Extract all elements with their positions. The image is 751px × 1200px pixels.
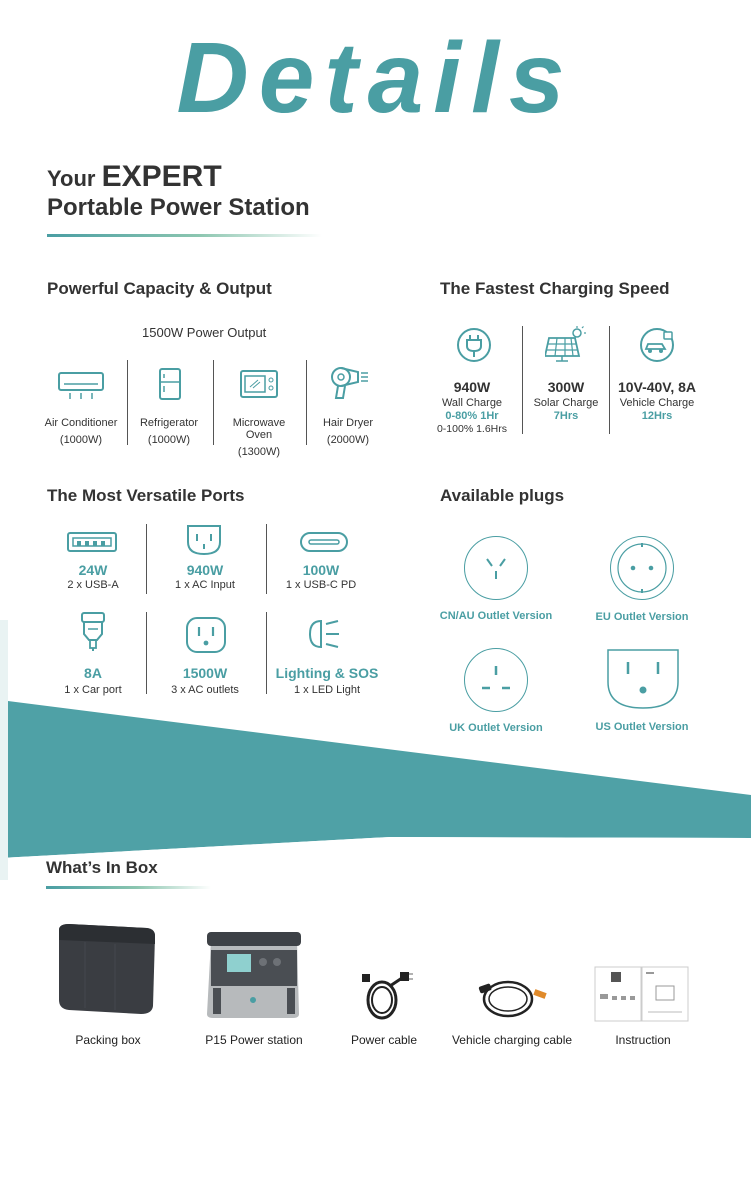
divider: [306, 360, 307, 445]
subtitle-emphasis: EXPERT: [101, 160, 222, 193]
port-item: [274, 562, 368, 591]
subtitle-line1: [47, 160, 222, 194]
charge-value: 940W: [453, 379, 491, 395]
appliance-watt: (1000W): [59, 434, 103, 446]
box-item-label: P15 Power station: [205, 1033, 303, 1047]
output-label: 1500W Power Output: [142, 325, 267, 340]
box-item-label: Instruction: [615, 1033, 671, 1047]
port-label: 1 x LED Light: [293, 684, 361, 696]
port-label: 1 x AC Input: [175, 579, 235, 591]
usb-c-icon: [300, 532, 348, 552]
plug-label: US Outlet Version: [595, 721, 689, 733]
plug-icon: [456, 327, 492, 363]
capacity-item: [41, 417, 121, 446]
subtitle-prefix: Your: [47, 166, 96, 191]
port-item: [270, 665, 384, 696]
cn-au-plug-icon: [464, 536, 528, 600]
divider: [146, 612, 147, 694]
uk-plug-icon: [464, 648, 528, 712]
microwave-icon: [240, 370, 278, 400]
capacity-item: [219, 417, 299, 458]
capacity-heading: Powerful Capacity & Output: [47, 279, 272, 298]
power-station-image: [203, 930, 305, 1020]
charge-item: [430, 379, 514, 435]
port-item: [47, 665, 139, 696]
car-port-icon: [80, 612, 106, 652]
capacity-item: [129, 417, 209, 446]
port-value: 8A: [84, 665, 102, 681]
capacity-item: [308, 417, 388, 446]
ports-heading: The Most Versatile Ports: [47, 486, 245, 505]
charging-heading: The Fastest Charging Speed: [440, 279, 670, 298]
port-label: 2 x USB-A: [67, 579, 119, 591]
port-value: 100W: [302, 562, 340, 578]
plugs-heading: Available plugs: [440, 486, 565, 505]
page-title: Details: [176, 22, 575, 134]
teal-band: [0, 600, 751, 880]
instruction-image: [594, 966, 690, 1022]
divider: [146, 524, 147, 594]
solar-panel-icon: [545, 326, 587, 362]
charge-value: 300W: [547, 379, 585, 395]
box-heading: What’s In Box: [46, 858, 158, 877]
box-divider: [46, 886, 211, 889]
packing-box-image: [55, 922, 159, 1016]
port-label: 1 x Car port: [64, 684, 122, 696]
port-value: 940W: [186, 562, 224, 578]
appliance-watt: (2000W): [326, 434, 370, 446]
divider: [266, 612, 267, 694]
charge-value: 10V-40V, 8A: [617, 379, 697, 395]
charge-time: 12Hrs: [641, 410, 673, 422]
subtitle-line2: Portable Power Station: [47, 194, 310, 221]
port-label: 1 x USB-C PD: [285, 579, 357, 591]
port-label: 3 x AC outlets: [171, 684, 239, 696]
refrigerator-icon: [159, 368, 181, 400]
divider: [127, 360, 128, 445]
charge-label: Wall Charge: [441, 397, 503, 409]
title-divider: [47, 234, 322, 237]
air-conditioner-icon: [58, 372, 104, 400]
power-cable-image: [358, 970, 414, 1022]
divider: [266, 524, 267, 594]
us-plug-icon: [606, 648, 680, 710]
appliance-name: Air Conditioner: [44, 417, 118, 429]
hair-dryer-icon: [328, 366, 370, 400]
vehicle-cable-image: [478, 975, 550, 1021]
port-item: [158, 665, 252, 696]
plug-label: UK Outlet Version: [449, 722, 543, 734]
car-charge-icon: [639, 327, 675, 363]
charge-label: Solar Charge: [533, 397, 599, 409]
port-value: 24W: [78, 562, 108, 578]
port-value: Lighting & SOS: [275, 665, 379, 681]
usb-a-icon: [67, 532, 117, 552]
box-item-label: Packing box: [75, 1033, 141, 1047]
port-value: 1500W: [182, 665, 228, 681]
ac-outlet-icon: [186, 617, 226, 653]
plug-label: EU Outlet Version: [595, 611, 689, 623]
led-light-icon: [307, 618, 341, 650]
appliance-name: Microwave Oven: [232, 417, 286, 441]
port-item: [158, 562, 252, 591]
appliance-name: Refrigerator: [139, 417, 199, 429]
appliance-name: Hair Dryer: [322, 417, 374, 429]
appliance-watt: (1000W): [147, 434, 191, 446]
divider: [609, 326, 610, 434]
box-item-label: Vehicle charging cable: [451, 1033, 573, 1047]
plug-label: CN/AU Outlet Version: [439, 610, 553, 622]
port-item: [47, 562, 139, 591]
charge-time-full: 0-100% 1.6Hrs: [436, 423, 508, 435]
divider: [522, 326, 523, 434]
charge-item: [613, 379, 701, 422]
charge-time: 0-80% 1Hr: [445, 410, 499, 422]
box-item-label: Power cable: [350, 1033, 418, 1047]
charge-item: [527, 379, 605, 422]
charge-time: 7Hrs: [553, 410, 579, 422]
appliance-watt: (1300W): [237, 446, 281, 458]
divider: [213, 360, 214, 445]
eu-plug-icon: [610, 536, 674, 600]
charge-label: Vehicle Charge: [619, 397, 695, 409]
ac-input-icon: [185, 524, 223, 556]
